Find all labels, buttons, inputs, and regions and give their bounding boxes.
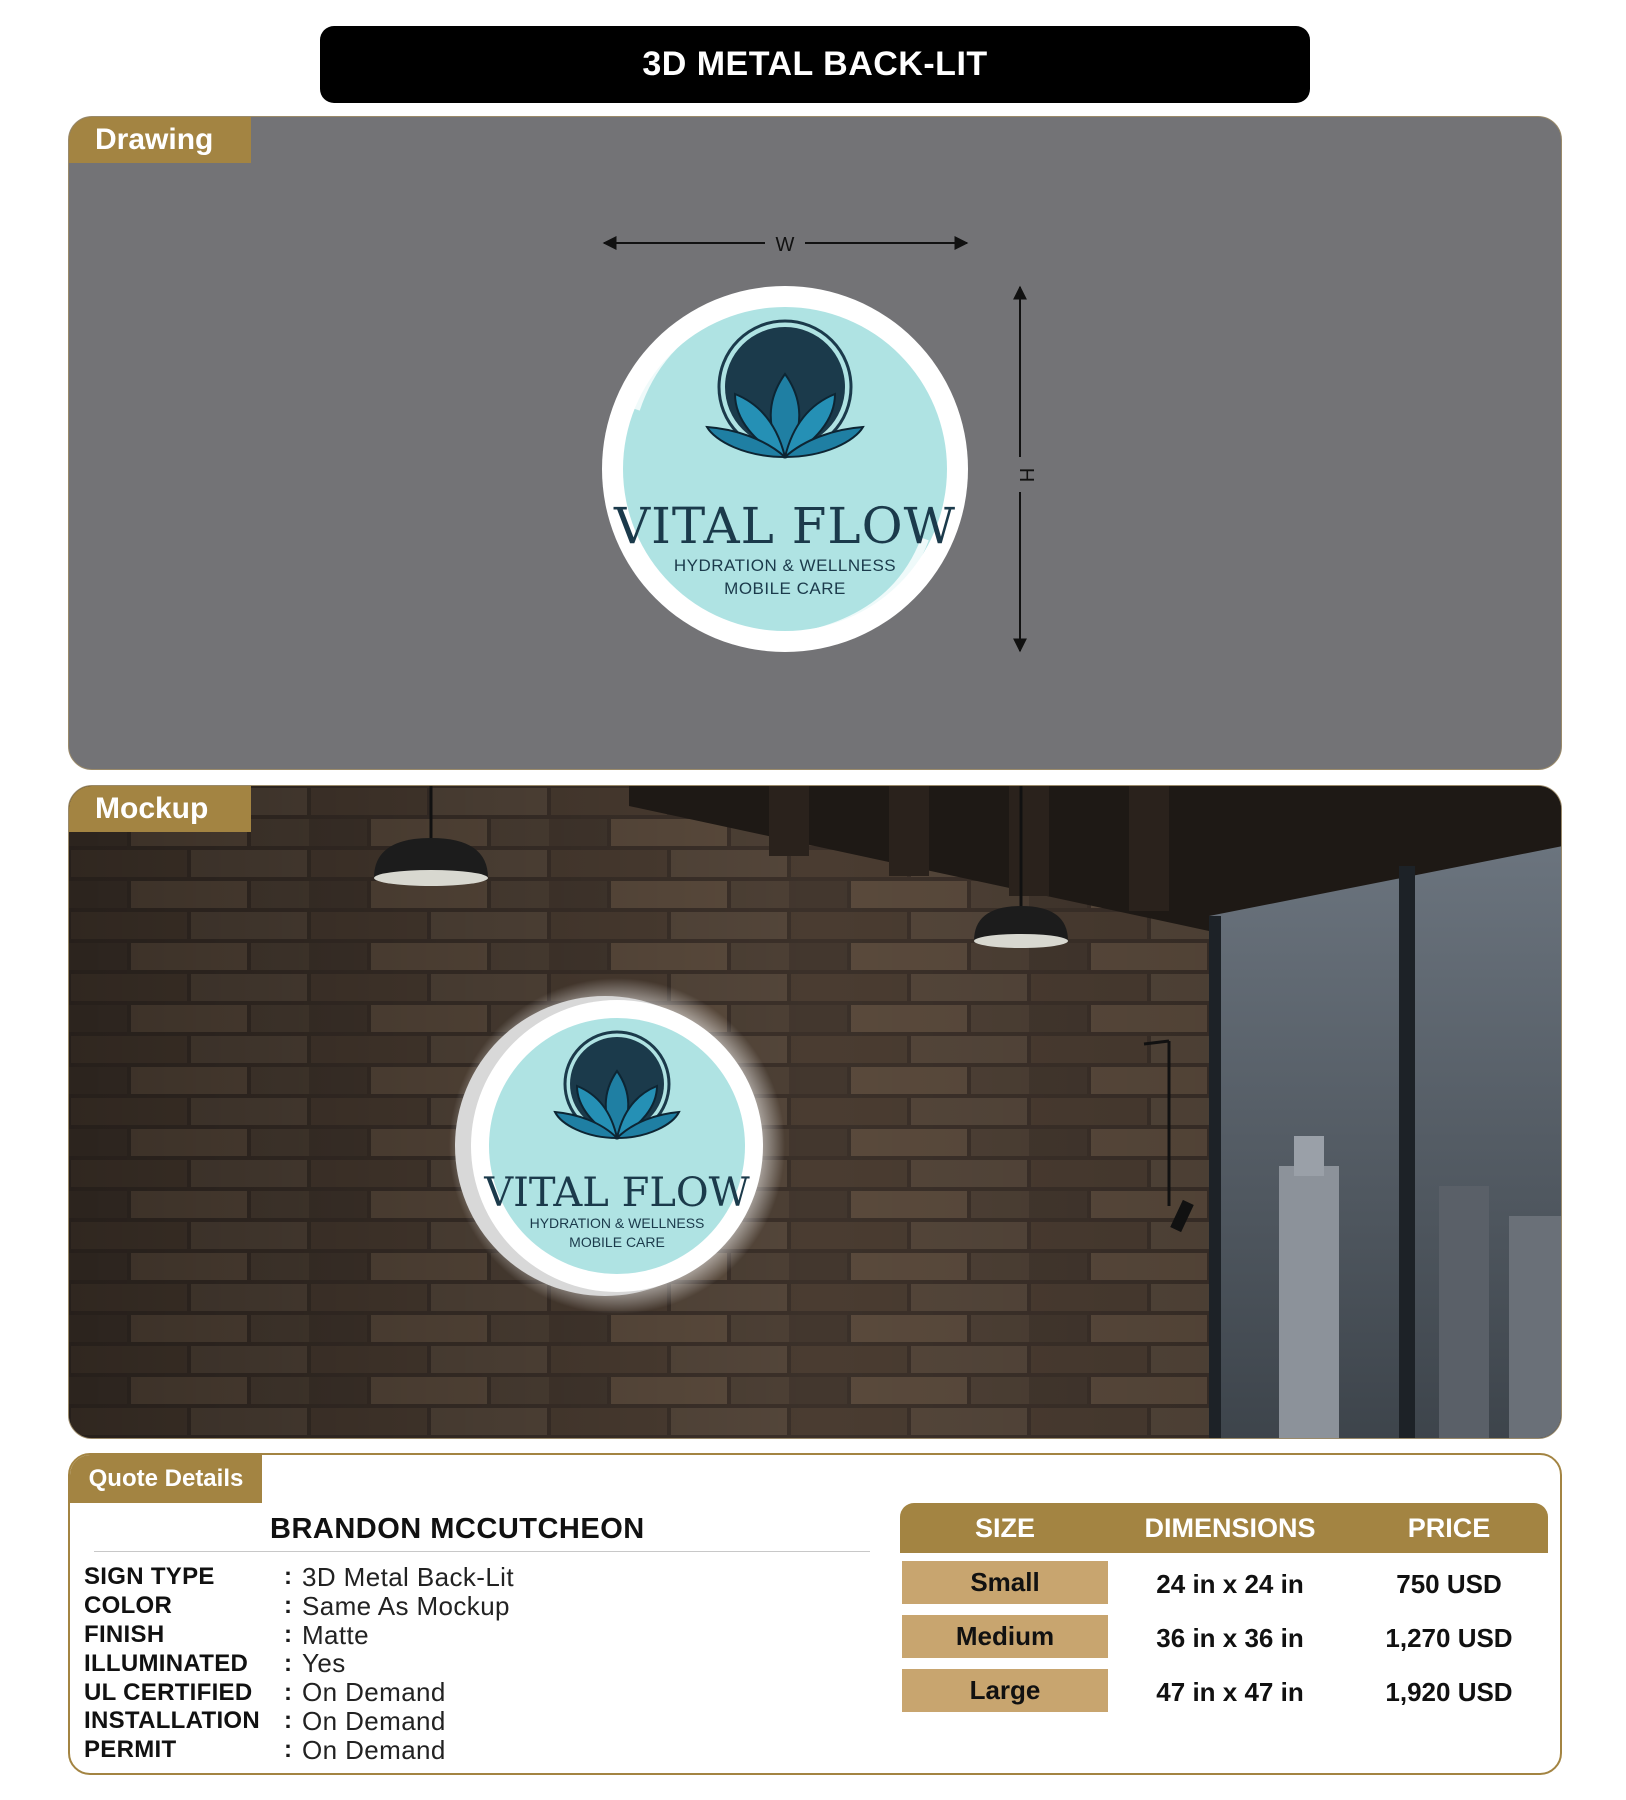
mockup-tagline-line1: HYDRATION & WELLNESS [529, 1215, 705, 1231]
spec-value: Matte [302, 1619, 370, 1650]
width-label: W [775, 234, 795, 256]
size-cell: Large [902, 1669, 1108, 1715]
mockup-tagline-line2: MOBILE CARE [569, 1234, 665, 1250]
table-row [900, 1561, 1548, 1607]
dimensions-cell: 36 in x 36 in [1156, 1622, 1304, 1653]
price-table [900, 1503, 1548, 1715]
spec-value: On Demand [302, 1677, 446, 1708]
spec-value: On Demand [302, 1734, 446, 1765]
table-row [900, 1669, 1548, 1715]
sign-logo-mockup [449, 978, 785, 1314]
drawing-panel [68, 116, 1562, 770]
header-price: PRICE [1407, 1512, 1491, 1543]
spec-colon: : [284, 1736, 292, 1764]
spec-row-sign-type [84, 1563, 514, 1592]
spec-label: COLOR [84, 1592, 173, 1620]
drawing-canvas [69, 117, 1562, 770]
price-cell: 1,270 USD [1385, 1622, 1513, 1653]
drawing-tab: Drawing [69, 117, 251, 163]
spec-label: UL CERTIFIED [84, 1678, 253, 1706]
mockup-brand-name: VITAL FLOW [484, 1170, 750, 1216]
width-dimension [604, 234, 967, 256]
page-title: 3D METAL BACK-LIT [320, 26, 1310, 103]
spec-label: SIGN TYPE [84, 1563, 215, 1591]
header-dimensions: DIMENSIONS [1144, 1512, 1316, 1543]
spec-row-finish [84, 1621, 514, 1650]
spec-colon: : [284, 1592, 292, 1620]
spec-value: Yes [302, 1648, 346, 1679]
size-cell: Small [902, 1561, 1108, 1607]
name-divider [94, 1551, 870, 1552]
logo-tagline-line1: HYDRATION & WELLNESS [673, 556, 897, 575]
spec-row-installation [84, 1707, 514, 1736]
mockup-scene [69, 786, 1562, 1439]
spec-label: INSTALLATION [84, 1707, 261, 1735]
spec-colon: : [284, 1707, 292, 1735]
spec-colon: : [284, 1563, 292, 1591]
table-row [900, 1615, 1548, 1661]
dimensions-cell: 47 in x 47 in [1156, 1676, 1304, 1707]
spec-row-ul-certified [84, 1678, 514, 1707]
spec-colon: : [284, 1620, 292, 1648]
spec-row-color [84, 1592, 514, 1621]
sign-logo-drawing [602, 286, 968, 652]
window [1209, 846, 1562, 1439]
logo-brand-name: VITAL FLOW [614, 497, 956, 555]
quote-details-panel [68, 1453, 1562, 1775]
customer-name: BRANDON MCCUTCHEON [270, 1513, 645, 1545]
height-label: H [1015, 467, 1037, 483]
spec-value: 3D Metal Back-Lit [302, 1561, 514, 1592]
price-table-header [900, 1503, 1548, 1553]
spec-label: PERMIT [84, 1736, 177, 1764]
spec-value: Same As Mockup [302, 1590, 510, 1621]
mockup-tab: Mockup [69, 786, 251, 832]
price-cell: 1,920 USD [1385, 1676, 1513, 1707]
spec-list [84, 1563, 514, 1765]
spec-row-permit [84, 1736, 514, 1765]
height-dimension [1015, 287, 1037, 651]
size-cell: Medium [902, 1615, 1108, 1661]
price-cell: 750 USD [1396, 1568, 1502, 1599]
spec-label: ILLUMINATED [84, 1649, 249, 1677]
header-size: SIZE [974, 1512, 1035, 1543]
spec-colon: : [284, 1649, 292, 1677]
quote-details-tab: Quote Details [70, 1455, 262, 1503]
spec-value: On Demand [302, 1705, 446, 1736]
mockup-panel [68, 785, 1562, 1439]
spec-row-illuminated [84, 1649, 514, 1678]
spec-label: FINISH [84, 1620, 165, 1648]
spec-colon: : [284, 1678, 292, 1706]
dimensions-cell: 24 in x 24 in [1156, 1568, 1304, 1599]
logo-tagline-line2: MOBILE CARE [724, 579, 846, 598]
